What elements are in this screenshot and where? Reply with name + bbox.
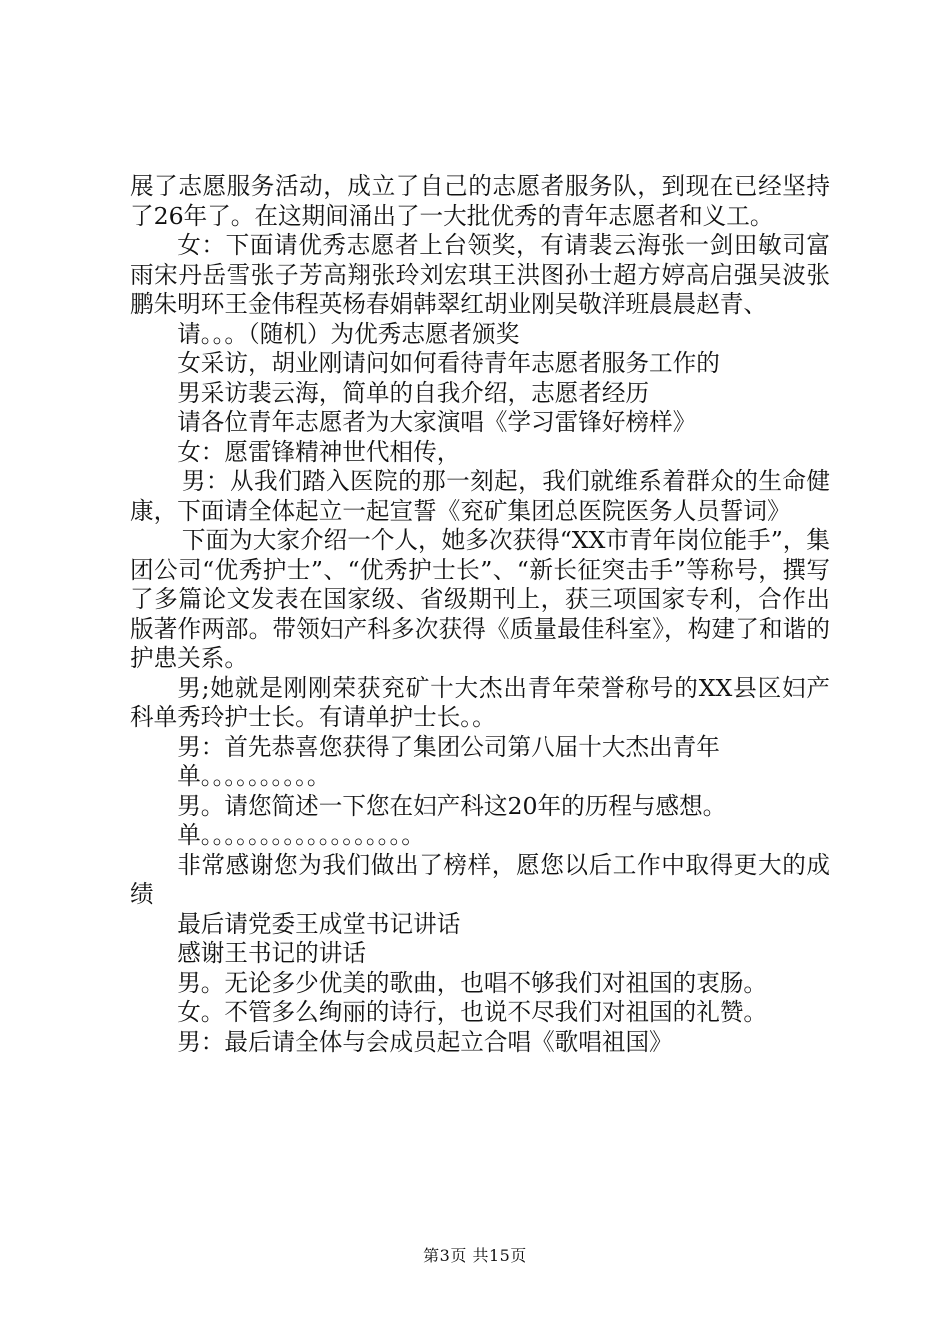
paragraph: 下面为大家介绍一个人，她多次获得“XX市青年岗位能手”，集团公司“优秀护士”、“优秀护士长”、“新长征突击手”等称号，撰写了多篇论文发表在国家级、省级期刊上，获三项国家专利，合作出版著作两部。带领妇产科多次获得《质量最佳科室》，构建了和谐的护患关系。 (130, 526, 830, 672)
document-body (130, 172, 830, 1057)
paragraph: 男：首先恭喜您获得了集团公司第八届十大杰出青年 (177, 732, 720, 761)
paragraph: 请各位青年志愿者为大家演唱《学习雷锋好榜样》 (177, 408, 697, 436)
paragraph: 单。。。。。。。。。。。。。。。。。。 (177, 821, 425, 849)
paragraph: 男。请您简述一下您在妇产科这20年的历程与感想。 (177, 791, 727, 820)
paragraph: 女采访，胡业刚请问如何看待青年志愿者服务工作的 (177, 349, 720, 377)
paragraph: 最后请党委王成堂书记讲话 (177, 909, 461, 938)
paragraph: 女。不管多么绚丽的诗行，也说不尽我们对祖国的礼赞。 (177, 998, 768, 1026)
paragraph: 男;她就是刚刚荣获兖矿十大杰出青年荣誉称号的XX县区妇产科单秀玲护士长。有请单护士长。。 (130, 673, 830, 731)
paragraph: 展了志愿服务活动，成立了自己的志愿者服务队，到现在已经坚持了26年了。在这期间涌出了一大批优秀的青年志愿者和义工。 (130, 172, 830, 230)
paragraph: 非常感谢您为我们做出了榜样，愿您以后工作中取得更大的成绩 (130, 850, 830, 908)
paragraph: 女：愿雷锋精神世代相传， (177, 437, 461, 466)
page-number-footer: 第3页 共15页 (423, 1246, 527, 1265)
paragraph: 感谢王书记的讲话 (177, 939, 366, 967)
paragraph: 男。无论多少优美的歌曲，也唱不够我们对祖国的衷肠。 (177, 968, 768, 997)
paragraph: 男：从我们踏入医院的那一刻起，我们就维系着群众的生命健康，下面请全体起立一起宣誓《兖矿集团总医院医务人员誓词》 (130, 467, 830, 525)
paragraph: 请。。。（随机）为优秀志愿者颁奖 (177, 319, 520, 348)
paragraph: 女：下面请优秀志愿者上台领奖，有请裴云海张一剑田敏司富雨宋丹岳雪张子芳高翔张玲刘宏琪王洪图孙士超方婷高启强吴波张鹏朱明环王金伟程英杨春娟韩翠红胡业刚吴敬洋班晨晨赵青、 (130, 231, 830, 318)
paragraph: 男采访裴云海，简单的自我介绍，志愿者经历 (177, 378, 650, 407)
paragraph: 男：最后请全体与会成员起立合唱《歌唱祖国》 (177, 1027, 673, 1056)
paragraph: 单。。。。。。。。。。 (177, 762, 331, 790)
